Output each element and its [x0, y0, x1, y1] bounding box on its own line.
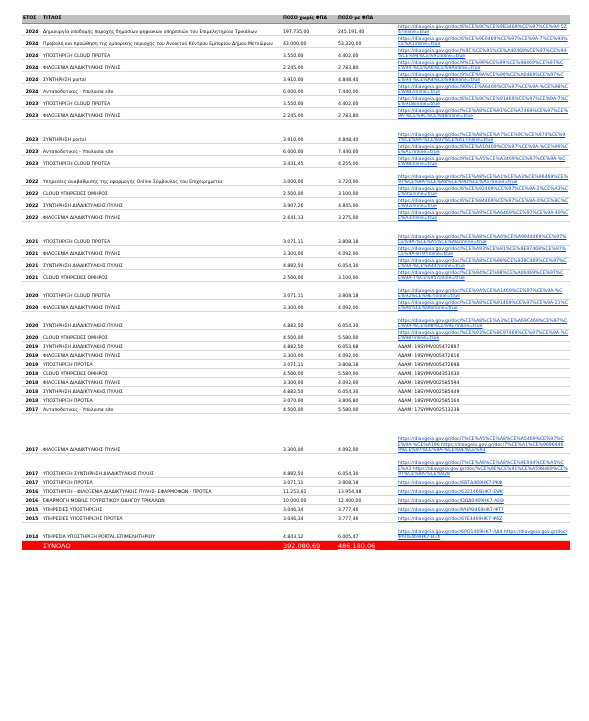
- row-title: ΣΥΝΤΗΡΗΣΗ ΔΙΑΔΙΚΤΥΑΚΗΣ ΠΥΛΗΣ: [42, 198, 282, 210]
- row-year: 2022: [22, 198, 42, 210]
- row-gross-amount: 5.580,00: [337, 369, 397, 378]
- diavgeia-link[interactable]: https://diavgeia.gov.gr/doc/9%CE%A5%CE%A3469%CE%97%CE%9A-%CE%9Binline=true: [398, 156, 566, 167]
- row-year: 2022: [22, 168, 42, 186]
- row-title: ΥΠΟΣΤΗΡΙΞΗ CLOUD ΠΡΟΤΕΑ: [42, 156, 282, 168]
- row-net-amount: 3.071,11: [282, 282, 337, 300]
- row-year: 2018: [22, 396, 42, 405]
- row-net-amount: 6.000,00: [282, 84, 337, 96]
- row-title: ΦΙΛΟΞΕΝΙΑ ΔΙΑΔΙΚΤΥΑΚΗΣ ΠΥΛΗΣ: [42, 414, 282, 454]
- row-net-amount: 3.300,00: [282, 246, 337, 258]
- row-year: 2024: [22, 24, 42, 36]
- row-year: 2023: [22, 96, 42, 108]
- row-link: [397, 330, 570, 342]
- row-gross-amount: 6.054,30: [337, 387, 397, 396]
- diavgeia-link[interactable]: https://diavgeia.gov.gr/doc/%CE%94%CE%98%CE%A06469%CE%97%CE%9A-7%CE%95?inline=true: [398, 270, 564, 281]
- row-year: 2023: [22, 144, 42, 156]
- row-link: ΑΔΑΜ: 17SYMV002513238: [397, 405, 570, 414]
- header-net-amount: ΠΟΣΟ χωρίς ΦΠΑ: [282, 15, 337, 24]
- table-row: [22, 144, 570, 156]
- row-link: [397, 312, 570, 330]
- row-title: ΣΥΝΤΗΡΗΣΗ portal: [42, 120, 282, 144]
- row-net-amount: 3.550,00: [282, 96, 337, 108]
- row-title: ΥΠΟΣΤΗΡΙΞΗ CLOUD ΠΡΟΤΕΑ: [42, 282, 282, 300]
- row-net-amount: 4.882,50: [282, 387, 337, 396]
- diavgeia-link[interactable]: https://diavgeia.gov.gr/doc/6%CE%9C%CE%91469%CE%97%CE%9A-7%CE%918inline=true: [398, 96, 569, 107]
- table-row: [22, 198, 570, 210]
- contracts-table: [22, 15, 570, 550]
- row-year: 2016: [22, 487, 42, 496]
- table-row: [22, 72, 570, 84]
- row-year: 2019: [22, 351, 42, 360]
- row-link: [397, 514, 570, 523]
- diavgeia-link[interactable]: https://diavgeia.gov.gr/doc/%CE%A8%CE%A6%CE%A9944469%CE%97%CE%9A-%CE%A5%CE%A82inline=true: [398, 234, 567, 245]
- row-net-amount: 3.907,26: [282, 198, 337, 210]
- table-row: [22, 487, 570, 496]
- row-gross-amount: 3.720,00: [337, 168, 397, 186]
- row-link: [397, 96, 570, 108]
- row-net-amount: 3.300,00: [282, 414, 337, 454]
- row-net-amount: 4.843,12: [282, 523, 337, 541]
- diavgeia-link[interactable]: https://diavgeia.gov.gr/doc/7%CE%A5%CE%A8%CE%A5469%CE%97%CE%9A-%CE%A196 https://diavgeia.gov.gr/doc/7%CE%A1%CE%96964469%CE%97%CE%9A-%CE%9E%CE%93: [398, 437, 564, 453]
- table-row: [22, 478, 570, 487]
- row-title: ΦΙΛΟΞΕΝΙΑ ΔΙΑΔΙΚΤΥΑΚΗΣ ΠΥΛΗΣ: [42, 351, 282, 360]
- diavgeia-link[interactable]: https://diavgeia.gov.gr/doc/6ΒΤΔ469ΗΚ7-ΡΚΦ: [398, 480, 503, 486]
- row-gross-amount: 3.777,46: [337, 514, 397, 523]
- row-link: [397, 198, 570, 210]
- table-row: [22, 60, 570, 72]
- table-body: [22, 24, 570, 541]
- row-net-amount: 3.300,00: [282, 300, 337, 312]
- diavgeia-link[interactable]: https://diavgeia.gov.gr/doc/%CE%93%CE%9C97469%CE%97%CE%9A-%CE%98?inline=true: [398, 330, 569, 341]
- row-link: [397, 300, 570, 312]
- row-title: Προβολή και προώθηση της εμπορικής περιοχής του Ανοικτού Κέντρου Εμπορίου Δήμου Μετεώρων: [42, 36, 282, 48]
- row-net-amount: 4.882,50: [282, 454, 337, 478]
- diavgeia-link[interactable]: https://diavgeia.gov.gr/doc/90%CE%A6469%CE%97%CE%9A-%CE%98%CE%9B7inline=true: [398, 84, 569, 95]
- row-title: ΣΥΝΤΗΡΗΣΗ portal: [42, 72, 282, 84]
- row-year: 2024: [22, 84, 42, 96]
- row-net-amount: 11.253,61: [282, 487, 337, 496]
- row-title: Υπηρεσίες αναβάθμισης της εφαρμογής Online Σύμβουλος του Επιχειρηματία: [42, 168, 282, 186]
- header-link: [397, 15, 570, 24]
- row-year: 2018: [22, 369, 42, 378]
- diavgeia-link[interactable]: https://diavgeia.gov.gr/doc/%CE%A9%CE%A6469%CE%97%CE%9A-49%CE%A3inline=true: [398, 210, 569, 221]
- row-gross-amount: 4.092,00: [337, 378, 397, 387]
- row-link: [397, 505, 570, 514]
- row-gross-amount: 245.191,40: [337, 24, 397, 36]
- row-net-amount: 3.550,00: [282, 48, 337, 60]
- table-row: [22, 210, 570, 222]
- row-title: ΦΙΛΟΞΕΝΙΑ ΔΙΑΔΙΚΤΥΑΚΗΣ ΠΥΛΗΣ: [42, 60, 282, 72]
- row-title: ΥΠΟΣΤΗΡΙΞΗ ΠΡΟΤΕΑ: [42, 396, 282, 405]
- table-row: [22, 387, 570, 396]
- row-net-amount: 4.882,50: [282, 342, 337, 351]
- row-net-amount: 10.000,00: [282, 496, 337, 505]
- row-link: [397, 144, 570, 156]
- diavgeia-link[interactable]: https://diavgeia.gov.gr/doc/9%CE%9A%CE%99%CE%A0469%CE%97%CE%94-%CE%A4%CE%98inline=true: [398, 72, 564, 83]
- row-net-amount: 2.641,13: [282, 210, 337, 222]
- row-year: 2020: [22, 282, 42, 300]
- diavgeia-link[interactable]: https://diavgeia.gov.gr/doc/%CE%A8%CE%A3%CE%A69C469%CE%97%CE%9A-%CE%98%CE%9E?inline=true: [398, 318, 568, 329]
- total-gross: 486.180,06: [337, 541, 397, 551]
- table-row: [22, 246, 570, 258]
- row-link: [397, 270, 570, 282]
- table-row: [22, 258, 570, 270]
- row-link: [397, 487, 570, 496]
- row-title: ΥΠΟΣΤΗΡΙΞΗ ΠΡΟΤΕΑ: [42, 360, 282, 369]
- row-gross-amount: 4.092,00: [337, 246, 397, 258]
- row-gross-amount: 7.440,00: [337, 144, 397, 156]
- row-link: ΑΔΑΜ: 19SYMV005472897: [397, 342, 570, 351]
- row-net-amount: 3.046,34: [282, 514, 337, 523]
- table-row: [22, 505, 570, 514]
- header-title: ΤΙΤΛΟΣ: [42, 15, 282, 24]
- row-gross-amount: 4.848,40: [337, 120, 397, 144]
- row-link: [397, 246, 570, 258]
- diavgeia-link[interactable]: https://diavgeia.gov.gr/doc/632146ΘΗΚ7-ΕΨΚ: [398, 489, 503, 495]
- row-title: CLOUD ΥΠΗΡΕΣΙΕΣ ΟΜΗΡΟΣ: [42, 270, 282, 282]
- row-year: 2021: [22, 258, 42, 270]
- row-net-amount: 3.431,45: [282, 156, 337, 168]
- row-net-amount: 4.500,00: [282, 369, 337, 378]
- row-net-amount: 2.500,00: [282, 270, 337, 282]
- row-title: ΦΙΛΟΞΕΝΙΑ ΔΙΑΔΙΚΤΥΑΚΗΣ ΠΥΛΗΣ: [42, 378, 282, 387]
- diavgeia-link[interactable]: https://diavgeia.gov.gr/doc/%CE%A8%CE%A7%CE%9C%CE%974%CE%97%CE%9A-%CE%97%CE%A1?inline=true: [398, 132, 566, 143]
- row-year: 2020: [22, 312, 42, 330]
- row-gross-amount: 6.054,30: [337, 454, 397, 478]
- row-net-amount: 3.070,00: [282, 396, 337, 405]
- row-title: CLOUD ΥΠΗΡΕΣΙΕΣ ΟΜΗΡΟΣ: [42, 186, 282, 198]
- row-year: 2022: [22, 186, 42, 198]
- row-year: 2024: [22, 36, 42, 48]
- diavgeia-link[interactable]: https://diavgeia.gov.gr/doc/%CE%A8%CE%91469%CE%97%CE%9A-21%CE%A6%CE%96inline=true: [398, 300, 569, 311]
- row-year: 2017: [22, 478, 42, 487]
- row-year: 2019: [22, 342, 42, 351]
- diavgeia-link[interactable]: https://diavgeia.gov.gr/doc/%CE%A8%CE%98%CE%939C469%CE%97%CE%9A-%CE%A44?inline=true: [398, 258, 567, 269]
- row-link: [397, 258, 570, 270]
- total-spacer: [22, 541, 42, 551]
- row-title: ΥΠΗΡΕΣΙΕΣ ΥΠΟΣΤΗΡΙΞΗΣ: [42, 505, 282, 514]
- row-net-amount: 2.500,00: [282, 186, 337, 198]
- table-row: [22, 36, 570, 48]
- table-row: [22, 300, 570, 312]
- row-net-amount: 4.500,00: [282, 330, 337, 342]
- row-title: ΥΠΟΣΤΗΡΙΞΗ - ΦΙΛΟΞΕΝΙΑ ΔΙΑΔΙΚΤΥΑΚΗΣ ΠΥΛΗΣ- ΕΦΑΡΜΟΦΩΝ - ΠΡΟΤΕΑ: [42, 487, 282, 496]
- row-year: 2017: [22, 405, 42, 414]
- diavgeia-link[interactable]: https://diavgeia.gov.gr/doc/%CE%A8%CE%A1%CE%A3%CE%96469%CE%97%CE%9A-%CE%A8%CE%9D%CE%A1?inline=true: [398, 174, 569, 185]
- row-net-amount: 3.071,11: [282, 222, 337, 246]
- row-link: [397, 496, 570, 505]
- row-net-amount: 4.882,50: [282, 258, 337, 270]
- row-gross-amount: 4.255,00: [337, 156, 397, 168]
- row-link: [397, 36, 570, 48]
- row-year: 2018: [22, 387, 42, 396]
- row-link: [397, 24, 570, 36]
- diavgeia-link[interactable]: https://diavgeia.gov.gr/doc/%CE%A93%CE%91%CE%9E97469%CE%97%CE%9A-879?inline=true: [398, 246, 567, 257]
- row-year: 2022: [22, 210, 42, 222]
- diavgeia-link[interactable]: https://diavgeia.gov.gr/doc/9%CE%99%CE%99%CE%98469%CE%97%CE%94-%CE%A6%CE%9Ainline=true: [398, 60, 564, 71]
- row-link: ΑΔΑΜ: 19SYMV005472816: [397, 351, 570, 360]
- row-title: ΥΠΟΣΤΗΡΙΞΗ ΣΥΝΤΗΡΗΣΗ ΔΙΑΔΙΚΤΥΑΚΗΣ ΠΥΛΗΣ: [42, 454, 282, 478]
- row-link: [397, 210, 570, 222]
- row-gross-amount: 4.845,00: [337, 198, 397, 210]
- table-row: [22, 414, 570, 454]
- header-gross-amount: ΠΟΣΟ με ΦΠΑ: [337, 15, 397, 24]
- row-gross-amount: 3.808,18: [337, 360, 397, 369]
- row-gross-amount: 3.808,18: [337, 478, 397, 487]
- row-title: ΣΥΝΤΗΡΗΣΗ ΔΙΑΔΙΚΤΥΑΚΗΣ ΠΥΛΗΣ: [42, 258, 282, 270]
- diavgeia-link[interactable]: https://diavgeia.gov.gr/doc/ΩΩΔ0469ΗΚ7-ΑΕΘ: [398, 498, 504, 504]
- row-year: 2018: [22, 378, 42, 387]
- row-link: [397, 168, 570, 186]
- row-title: ΥΠΟΣΤΗΡΙΞΗ CLOUD ΠΡΟΤΕΑ: [42, 96, 282, 108]
- row-year: 2024: [22, 48, 42, 60]
- diavgeia-link[interactable]: https://diavgeia.gov.gr/doc/6%CE%92469%CE%97%CE%9A-2%CE%A3%CE%95inline=true: [398, 186, 569, 197]
- diavgeia-link[interactable]: https://diavgeia.gov.gr/doc/6ΥΕ4469ΗΚ7-Ψ6Ζ: [398, 516, 503, 522]
- table-row: [22, 378, 570, 387]
- header-row: [22, 15, 570, 24]
- table-row: [22, 282, 570, 300]
- row-title: ΣΥΝΤΗΡΗΣΗ ΔΙΑΔΙΚΤΥΑΚΗΣ ΠΥΛΗΣ: [42, 342, 282, 351]
- row-link: ΑΔΑΜ: 19SYMV005472698: [397, 360, 570, 369]
- row-gross-amount: 4.092,00: [337, 351, 397, 360]
- row-gross-amount: 3.100,00: [337, 270, 397, 282]
- total-link-spacer: [397, 541, 570, 551]
- diavgeia-link[interactable]: https://diavgeia.gov.gr/doc/ΨΗΡΘ469ΗΚ7-ΨΤ7: [398, 507, 504, 513]
- row-year: 2024: [22, 72, 42, 84]
- row-link: [397, 222, 570, 246]
- row-year: 2015: [22, 514, 42, 523]
- row-title: CLOUD ΥΠΗΡΕΣΙΕΣ ΟΜΗΡΟΣ: [42, 369, 282, 378]
- diavgeia-link[interactable]: https://diavgeia.gov.gr/doc/%CE%9A%CE%A1469%CE%97%CE%9A-%CE%92%CE%9E?inline=true: [398, 288, 563, 299]
- row-year: 2020: [22, 300, 42, 312]
- row-link: [397, 414, 570, 454]
- row-title: ΣΥΝΤΗΡΗΣΗ ΔΙΑΔΙΚΤΥΑΚΗΣ ΠΥΛΗΣ: [42, 387, 282, 396]
- row-year: 2023: [22, 120, 42, 144]
- table-row: [22, 186, 570, 198]
- table-row: [22, 48, 570, 60]
- row-link: [397, 72, 570, 84]
- table-row: [22, 270, 570, 282]
- row-gross-amount: 6.053,68: [337, 342, 397, 351]
- row-year: 2021: [22, 222, 42, 246]
- row-title: ΥΠΗΡΕΣΙΑ ΥΠΟΣΤΗΡΙΞΗ PORTAL ΕΠΙΜΕΛΗΤΗΡΙΟΥ: [42, 523, 282, 541]
- total-label: ΣΥΝΟΛΟ: [42, 541, 282, 551]
- total-net: 392.080,69: [282, 541, 337, 551]
- row-title: ΣΥΝΤΗΡΗΣΗ ΔΙΑΔΙΚΤΥΑΚΗΣ ΠΥΛΗΣ: [42, 312, 282, 330]
- row-link: [397, 60, 570, 72]
- spending-sheet: [22, 15, 570, 550]
- row-gross-amount: 2.783,80: [337, 60, 397, 72]
- diavgeia-link[interactable]: https://diavgeia.gov.gr/doc/6%CE%A10469%CE%97%CE%9A-%CE%99%CE%A1?inline=true: [398, 144, 569, 155]
- row-link: ΑΔΑΜ: 18SYMV002585164: [397, 396, 570, 405]
- row-year: 2021: [22, 246, 42, 258]
- row-gross-amount: 2.783,80: [337, 108, 397, 120]
- row-gross-amount: 3.808,18: [337, 222, 397, 246]
- row-year: 2015: [22, 505, 42, 514]
- row-net-amount: 3.046,34: [282, 505, 337, 514]
- table-row: [22, 222, 570, 246]
- row-year: 2023: [22, 108, 42, 120]
- row-title: ΦΙΛΟΞΕΝΙΑ ΔΙΑΔΙΚΤΥΑΚΗΣ ΠΥΛΗΣ: [42, 246, 282, 258]
- total-row: [22, 541, 570, 551]
- diavgeia-link[interactable]: https://diavgeia.gov.gr/doc/6ΡΟ1469ΗΚ7-ΛΔ4 https://diavgeia.gov.gr/doc/ΨΑΠΕ469ΗΚ7-ΒΞΧ: [398, 529, 568, 540]
- table-row: [22, 84, 570, 96]
- row-link: [397, 84, 570, 96]
- row-net-amount: 2.245,00: [282, 60, 337, 72]
- row-year: 2016: [22, 496, 42, 505]
- row-gross-amount: 4.402,00: [337, 48, 397, 60]
- diavgeia-link[interactable]: https://diavgeia.gov.gr/doc/6%CE%9E0469%CE%97%CE%9A-7%CE%94%CE%A1inline=true: [398, 36, 568, 47]
- diavgeia-link[interactable]: https://diavgeia.gov.gr/doc/6%CE%9C%CE%9B3469%CE%97%CE%94-5Z4?inline=true: [398, 24, 567, 35]
- row-title: ΦΙΛΟΞΕΝΙΑ ΔΙΑΔΙΚΤΥΑΚΗΣ ΠΥΛΗΣ: [42, 108, 282, 120]
- row-link: [397, 156, 570, 168]
- table-row: [22, 330, 570, 342]
- table-row: [22, 496, 570, 505]
- diavgeia-link[interactable]: https://diavgeia.gov.gr/doc/7%CE%A6%CE%A8%CE%9E944%CE%A5%CE%A3 https://diavgeia.gov.gr/doc/%CE%9E%CE%91%CE%A598469%CE%97%CE%9A-%CE%928: [398, 461, 568, 477]
- row-gross-amount: 4.402,00: [337, 96, 397, 108]
- row-net-amount: 2.245,00: [282, 108, 337, 120]
- table-row: [22, 120, 570, 144]
- row-title: ΕΦΑΡΜΟΓΗ MOBILE ΤΟΥΡΙΣΤΙΚΟΥ ΟΔΗΓΟΥ ΤΡΙΚΑΛΩΝ: [42, 496, 282, 505]
- row-gross-amount: 3.808,18: [337, 282, 397, 300]
- row-gross-amount: 3.777,46: [337, 505, 397, 514]
- row-gross-amount: 3.100,00: [337, 186, 397, 198]
- table-row: [22, 168, 570, 186]
- row-gross-amount: 13.954,48: [337, 487, 397, 496]
- row-gross-amount: 5.580,00: [337, 330, 397, 342]
- row-net-amount: 4.882,50: [282, 312, 337, 330]
- table-row: [22, 156, 570, 168]
- row-link: [397, 120, 570, 144]
- table-row: [22, 369, 570, 378]
- row-net-amount: 3.910,00: [282, 120, 337, 144]
- row-net-amount: 3.071,11: [282, 478, 337, 487]
- row-link: ΑΔΑΜ: 18SYMV002585594: [397, 378, 570, 387]
- table-row: [22, 96, 570, 108]
- row-gross-amount: 3.275,00: [337, 210, 397, 222]
- row-link: [397, 454, 570, 478]
- table-row: [22, 514, 570, 523]
- row-title: ΥΠΗΡΕΣΙΕΣ ΥΠΟΣΤΗΡΙΞΗΣ ΠΡΟΤΕΑ: [42, 514, 282, 523]
- diavgeia-link[interactable]: https://diavgeia.gov.gr/doc/6%CE%94469%CE%97%CE%9A-0%CE%9C%CE%92inline=true: [398, 198, 569, 209]
- row-title: ΦΙΛΟΞΕΝΙΑ ΔΙΑΔΙΚΤΥΑΚΗΣ ΠΥΛΗΣ: [42, 300, 282, 312]
- row-net-amount: 3.071,11: [282, 360, 337, 369]
- table-row: [22, 405, 570, 414]
- row-net-amount: 3.300,00: [282, 378, 337, 387]
- row-link: ΑΔΑΜ: 18SYMV004353030: [397, 369, 570, 378]
- row-title: Δημιουργία υποδομής παροχής δημοσίων ψηφιακών υπηρεσιών του Επιμελητηρίου Τρικάλων: [42, 24, 282, 36]
- table-row: [22, 351, 570, 360]
- row-gross-amount: 7.440,00: [337, 84, 397, 96]
- row-title: Ανταποδοτικες - Υπολοιπα site: [42, 144, 282, 156]
- row-gross-amount: 53.320,00: [337, 36, 397, 48]
- row-link: [397, 48, 570, 60]
- row-gross-amount: 4.092,00: [337, 300, 397, 312]
- row-link: [397, 478, 570, 487]
- row-title: CLOUD ΥΠΗΡΕΣΙΕΣ ΟΜΗΡΟΣ: [42, 330, 282, 342]
- row-year: 2023: [22, 156, 42, 168]
- table-row: [22, 312, 570, 330]
- row-link: [397, 108, 570, 120]
- row-net-amount: 4.500,00: [282, 405, 337, 414]
- table-row: [22, 360, 570, 369]
- row-net-amount: 197.735,00: [282, 24, 337, 36]
- row-gross-amount: 6.054,30: [337, 258, 397, 270]
- row-gross-amount: 6.054,30: [337, 312, 397, 330]
- row-title: ΥΠΟΣΤΗΡΙΞΗ CLOUD ΠΡΟΤΕΑ: [42, 222, 282, 246]
- row-net-amount: 3.910,00: [282, 72, 337, 84]
- row-link: [397, 282, 570, 300]
- diavgeia-link[interactable]: https://diavgeia.gov.gr/doc/%CE%A8%CE%91%CE%A7469%CE%97%CE%9A-%CE%9C%CE%98inline=true: [398, 108, 568, 119]
- table-row: [22, 454, 570, 478]
- table-row: [22, 108, 570, 120]
- row-title: Ανταποδοτικες - Υπολοιπα site: [42, 84, 282, 96]
- row-year: 2017: [22, 414, 42, 454]
- row-link: [397, 523, 570, 541]
- row-net-amount: 3.000,00: [282, 168, 337, 186]
- row-year: 2019: [22, 360, 42, 369]
- row-link: [397, 186, 570, 198]
- row-year: 2014: [22, 523, 42, 541]
- row-year: 2017: [22, 454, 42, 478]
- table-row: [22, 342, 570, 351]
- row-gross-amount: 4.092,00: [337, 414, 397, 454]
- header-year: ΕΤΟΣ: [22, 15, 42, 24]
- table-row: [22, 24, 570, 36]
- row-gross-amount: 4.848,40: [337, 72, 397, 84]
- row-year: 2024: [22, 60, 42, 72]
- row-gross-amount: 5.580,00: [337, 405, 397, 414]
- row-title: ΦΙΛΟΞΕΝΙΑ ΔΙΑΔΙΚΤΥΑΚΗΣ ΠΥΛΗΣ: [42, 210, 282, 222]
- row-title: ΥΠΟΣΤΗΡΙΞΗ ΠΡΟΤΕΑ: [42, 478, 282, 487]
- table-row: [22, 396, 570, 405]
- row-gross-amount: 12.400,00: [337, 496, 397, 505]
- table-row: [22, 523, 570, 541]
- row-net-amount: 43.000,00: [282, 36, 337, 48]
- row-net-amount: 3.300,00: [282, 351, 337, 360]
- row-net-amount: 6.000,00: [282, 144, 337, 156]
- row-link: ΑΔΑΜ: 18SYMV002585449: [397, 387, 570, 396]
- row-year: 2020: [22, 330, 42, 342]
- row-gross-amount: 3.806,80: [337, 396, 397, 405]
- row-title: Ανταποδοτικες - Υπολοιπα site: [42, 405, 282, 414]
- diavgeia-link[interactable]: https://diavgeia.gov.gr/doc/%9C%CE%91%CE%A40469%CE%97%CE%94-%CE%94%CE%91inline=true: [398, 48, 568, 59]
- row-gross-amount: 6.005,47: [337, 523, 397, 541]
- row-title: ΥΠΟΣΤΗΡΙΞΗ CLOUD ΠΡΟΤΕΑ: [42, 48, 282, 60]
- row-year: 2021: [22, 270, 42, 282]
